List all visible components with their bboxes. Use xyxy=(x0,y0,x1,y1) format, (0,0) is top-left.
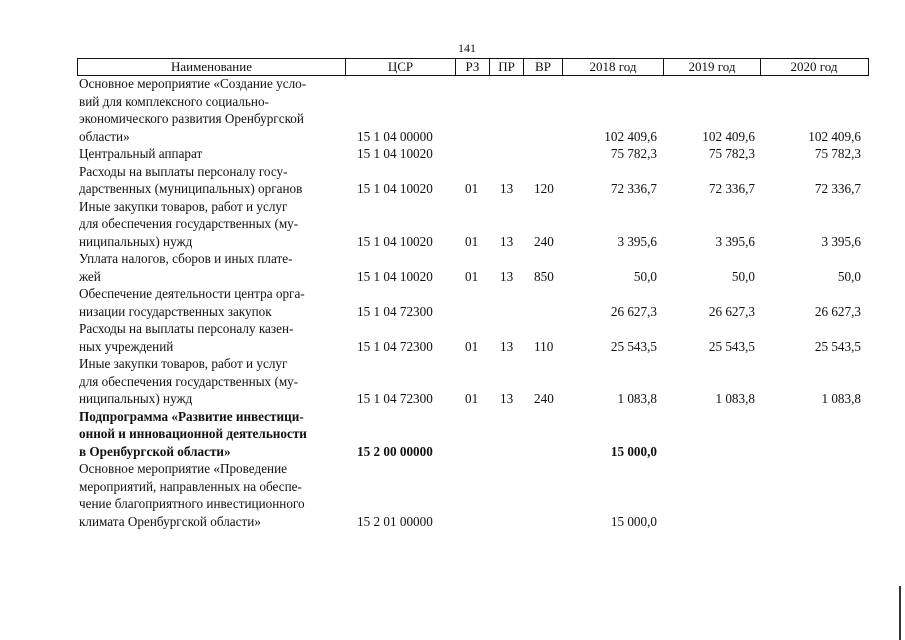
row-name: Основное мероприятие «Проведение мероприятий, направленных на обеспе- чение благоприятного инвестиционного климата Оренбургской области» xyxy=(79,461,305,529)
row-2018: 50,0 xyxy=(633,268,657,284)
row-2020: 1 083,8 xyxy=(821,391,861,406)
row-2018: 15 000,0 xyxy=(610,443,657,459)
row-csr: 15 1 04 10020 xyxy=(357,146,433,161)
row-2019: 72 336,7 xyxy=(708,181,755,196)
row-rz: 01 xyxy=(465,338,479,354)
row-vr: 850 xyxy=(534,268,554,284)
header-rz: РЗ xyxy=(456,59,490,75)
row-2020: 72 336,7 xyxy=(814,181,861,196)
row-name: Основное мероприятие «Создание усло- вий для комплексного социально- экономического развития Оренбургской области» xyxy=(79,76,307,144)
row-name: Иные закупки товаров, работ и услуг для обеспечения государственных (му- ниципальных) нужд xyxy=(79,198,299,249)
header-csr: ЦСР xyxy=(346,59,456,75)
row-pr: 13 xyxy=(500,338,514,354)
row-2019: 75 782,3 xyxy=(708,146,755,161)
row-2019: 25 543,5 xyxy=(708,338,755,354)
row-pr: 13 xyxy=(500,181,514,196)
row-vr: 120 xyxy=(534,181,554,196)
row-2020: 50,0 xyxy=(837,268,861,284)
row-rz: 01 xyxy=(465,268,479,284)
row-2019: 1 083,8 xyxy=(715,391,755,406)
row-rz: 01 xyxy=(465,233,479,249)
header-2020: 2020 год xyxy=(790,59,838,74)
row-name: Уплата налогов, сборов и иных плате- жей xyxy=(79,251,293,284)
row-name: Расходы на выплаты персоналу госу- дарственных (муниципальных) органов xyxy=(79,163,303,196)
row-2018: 72 336,7 xyxy=(610,181,657,196)
row-2018: 102 409,6 xyxy=(604,128,657,144)
row-csr: 15 1 04 00000 xyxy=(357,128,433,144)
row-2018: 25 543,5 xyxy=(610,338,657,354)
row-vr: 240 xyxy=(534,233,554,249)
row-2020: 26 627,3 xyxy=(814,303,861,319)
header-2018: 2018 год xyxy=(563,59,664,75)
header-pr: ПР xyxy=(490,59,524,75)
page-number: 141 xyxy=(458,41,476,55)
row-csr: 15 1 04 72300 xyxy=(357,391,433,406)
row-name: Иные закупки товаров, работ и услуг для обеспечения государственных (му- ниципальных) нужд xyxy=(79,356,299,406)
row-vr: 240 xyxy=(534,391,554,406)
row-csr: 15 1 04 72300 xyxy=(357,303,433,319)
row-pr: 13 xyxy=(500,233,514,249)
row-csr: 15 2 00 00000 xyxy=(357,443,433,459)
row-2018: 26 627,3 xyxy=(610,303,657,319)
row-2018: 3 395,6 xyxy=(617,233,657,249)
row-pr: 13 xyxy=(500,391,514,406)
row-pr: 13 xyxy=(500,268,514,284)
row-2020: 102 409,6 xyxy=(808,128,861,144)
row-name: Подпрограмма «Развитие инвестици- онной и инновационной деятельности в Оренбургской области» xyxy=(79,408,307,459)
row-2018: 15 000,0 xyxy=(610,513,657,529)
header-vr: ВР xyxy=(524,59,563,75)
header-name: Наименование xyxy=(78,59,346,75)
row-name: Расходы на выплаты персоналу казен- ных учреждений xyxy=(79,321,294,354)
row-2019: 3 395,6 xyxy=(715,233,755,249)
row-2020: 75 782,3 xyxy=(814,146,861,161)
row-2020: 3 395,6 xyxy=(821,233,861,249)
row-2018: 1 083,8 xyxy=(617,391,657,406)
row-rz: 01 xyxy=(465,391,479,406)
scan-edge-mark xyxy=(899,586,901,640)
row-csr: 15 1 04 10020 xyxy=(357,181,433,196)
row-rz: 01 xyxy=(465,181,479,196)
row-csr: 15 1 04 10020 xyxy=(357,268,433,284)
row-2020: 25 543,5 xyxy=(814,338,861,354)
row-vr: 110 xyxy=(534,338,554,354)
row-name: Центральный аппарат xyxy=(79,146,203,161)
row-2018: 75 782,3 xyxy=(610,146,657,161)
row-csr: 15 2 01 00000 xyxy=(357,513,433,529)
header-2019: 2019 год xyxy=(664,59,761,75)
row-csr: 15 1 04 72300 xyxy=(357,338,433,354)
row-2019: 26 627,3 xyxy=(708,303,755,319)
row-2019: 50,0 xyxy=(731,268,755,284)
table-header xyxy=(77,58,869,76)
row-csr: 15 1 04 10020 xyxy=(357,233,433,249)
row-name: Обеспечение деятельности центра орга- низации государственных закупок xyxy=(79,286,305,319)
row-2019: 102 409,6 xyxy=(702,128,755,144)
